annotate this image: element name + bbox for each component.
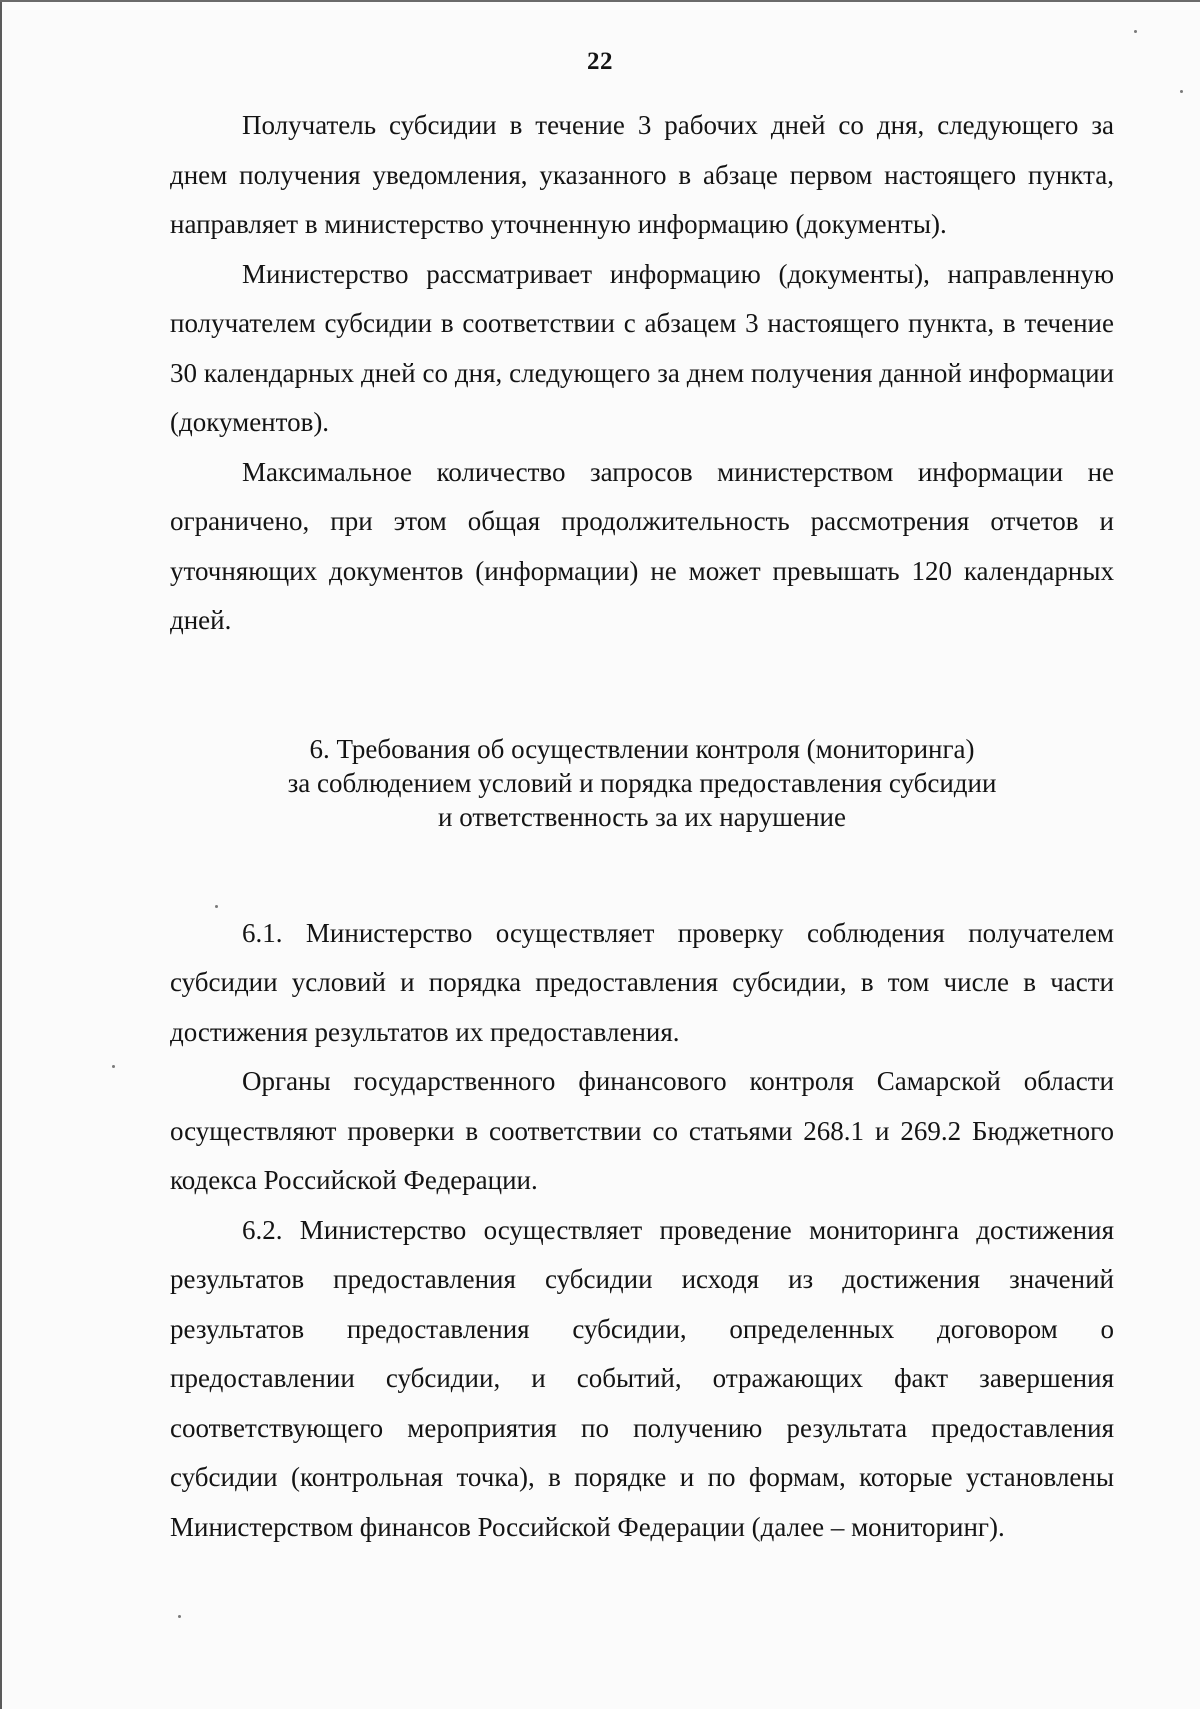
section-heading-line-3: и ответственность за их нарушение	[438, 801, 846, 832]
scan-edge-left	[0, 0, 2, 1709]
paragraph-financial-control: Органы государственного финансового контроля Самарской области осуществляют проверки в соответствии со статьями 268.1 и 269.2 Бюджетного кодекса Российской Федерации.	[170, 1066, 1114, 1195]
section-heading	[170, 732, 1114, 834]
page-number: 22	[587, 48, 613, 75]
section-heading-line-1: 6. Требования об осуществлении контроля (мониторинга)	[309, 733, 975, 764]
scan-speck	[1180, 90, 1183, 93]
scan-speck	[1134, 30, 1137, 33]
scan-speck	[178, 1615, 181, 1618]
paragraph-recipient-clarification: Получатель субсидии в течение 3 рабочих дней со дня, следующего за днем получения уведомления, указанного в абзаце первом настоящего пункта, направляет в министерство уточненную информацию (документы).	[170, 110, 1114, 239]
scan-speck	[112, 1065, 115, 1068]
paragraph-request-limit: Максимальное количество запросов министерством информации не ограничено, при этом общая продолжительность рассмотрения отчетов и уточняющих документов (информации) не может превышать 120 календарных дней.	[170, 456, 1114, 635]
document-body	[170, 101, 1114, 1552]
paragraph-ministry-review: Министерство рассматривает информацию (документы), направленную получателем субсидии в соответствии с абзацем 3 настоящего пункта, в течение 30 календарных дней со дня, следующего за днем получения данной информации (документов).	[170, 258, 1114, 437]
paragraph-6-1: 6.1. Министерство осуществляет проверку соблюдения получателем субсидии условий и порядка предоставления субсидии, в том числе в части достижения результатов их предоставления.	[170, 917, 1114, 1047]
paragraph-6-2: 6.2. Министерство осуществляет проведение мониторинга достижения результатов предоставления субсидии исходя из достижения значений результатов предоставления субсидии, определенных договором о предоставлении субсидии, и событий, отражающих факт завершения соответствующего мероприятия по получению результата предоставления субсидии (контрольная точка), в порядке и по формам, которые установлены Министерством финансов Российской Федерации (далее – мониторинг).	[170, 1214, 1114, 1542]
scan-speck	[215, 905, 218, 908]
scan-edge-top	[0, 0, 1200, 2]
section-heading-line-2: за соблюдением условий и порядка предоставления субсидии	[287, 767, 997, 798]
